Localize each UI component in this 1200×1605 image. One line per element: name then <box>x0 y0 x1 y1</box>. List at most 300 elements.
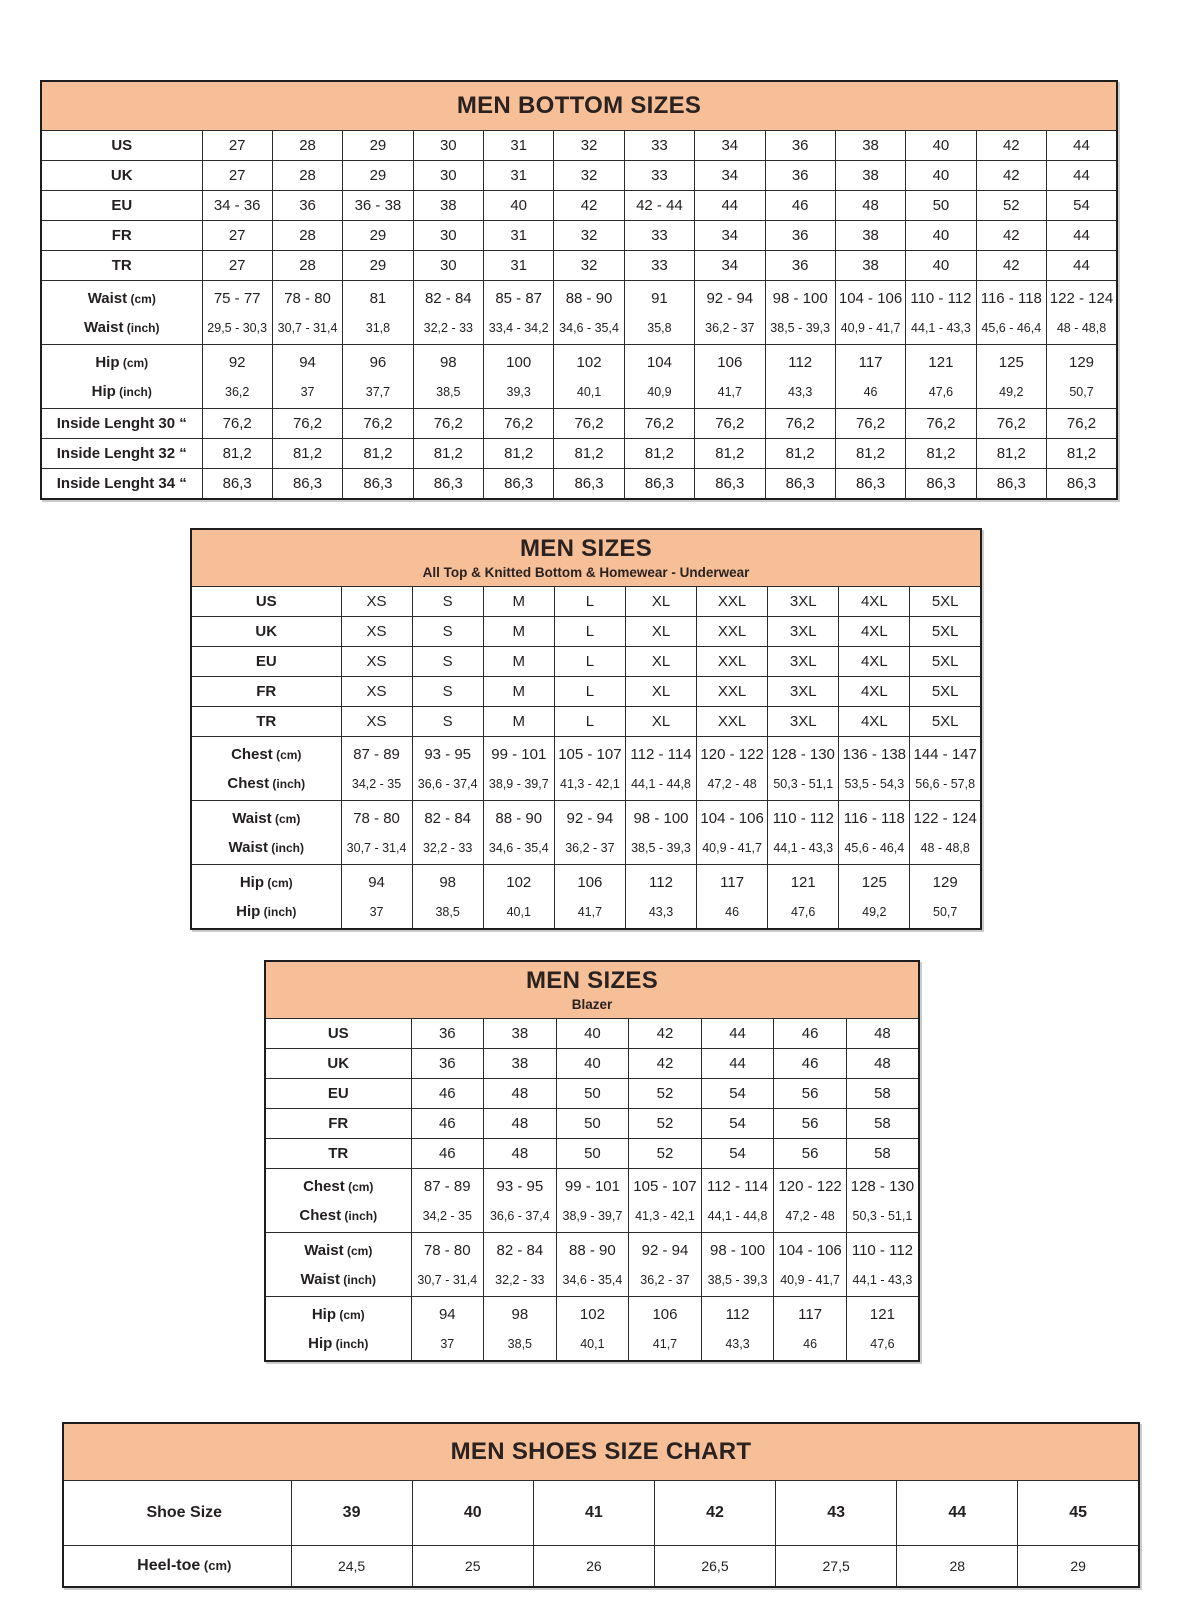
table-row <box>41 281 1117 315</box>
cell: 41,3 - 42,1 <box>554 770 625 801</box>
cell: 46 <box>774 1049 847 1079</box>
table-row <box>41 251 1117 281</box>
table-row <box>265 1266 919 1297</box>
cell: 38,9 - 39,7 <box>483 770 554 801</box>
cell: 50,3 - 51,1 <box>846 1202 919 1233</box>
cell: 40 <box>906 251 976 281</box>
table-row <box>191 770 981 801</box>
cell: 34 - 36 <box>202 191 272 221</box>
cell: 99 - 101 <box>483 737 554 771</box>
cell: 122 - 124 <box>1047 281 1118 315</box>
cell: 36 - 38 <box>343 191 413 221</box>
cell: 121 <box>906 345 976 379</box>
cell: 76,2 <box>202 409 272 439</box>
cell: 42 <box>976 131 1046 161</box>
row-label-text: Inside Lenght 30 “ <box>56 415 187 432</box>
cell: 76,2 <box>906 409 976 439</box>
row-label-unit: (inch) <box>260 905 297 919</box>
cell: 81,2 <box>906 439 976 469</box>
cell: 82 - 84 <box>413 281 483 315</box>
table-row <box>41 131 1117 161</box>
cell: 38,5 <box>413 378 483 409</box>
row-label-text: Waist <box>304 1242 344 1259</box>
cell: 82 - 84 <box>412 801 483 835</box>
cell: 33 <box>624 161 694 191</box>
table-title: MEN SHOES SIZE CHART <box>450 1437 752 1465</box>
cell: 44 <box>1047 221 1118 251</box>
cell: 34,6 - 35,4 <box>483 834 554 865</box>
cell: 86,3 <box>1047 469 1118 500</box>
cell: 43,3 <box>701 1330 774 1361</box>
cell: XS <box>341 707 412 737</box>
cell: 94 <box>341 865 412 899</box>
cell: 86,3 <box>484 469 554 500</box>
cell: 39,3 <box>484 378 554 409</box>
row-label <box>63 1546 291 1588</box>
cell: 50,7 <box>1047 378 1118 409</box>
cell: 27,5 <box>776 1546 897 1588</box>
cell: 144 - 147 <box>910 737 981 771</box>
table-row <box>41 439 1117 469</box>
row-label <box>191 707 341 737</box>
cell: 86,3 <box>272 469 342 500</box>
cell: 38 <box>484 1019 557 1049</box>
cell: XL <box>625 677 696 707</box>
table-row <box>191 898 981 929</box>
cell: 27 <box>202 221 272 251</box>
row-label-unit: (cm) <box>119 356 149 370</box>
cell: 42 - 44 <box>624 191 694 221</box>
cell: 88 - 90 <box>483 801 554 835</box>
row-label <box>265 1169 411 1203</box>
cell: 37 <box>411 1330 484 1361</box>
cell: 4XL <box>839 587 910 617</box>
cell: 50,3 - 51,1 <box>768 770 839 801</box>
table-row <box>191 677 981 707</box>
cell: 92 - 94 <box>554 801 625 835</box>
row-label-unit: (inch) <box>339 1273 376 1287</box>
cell: 117 <box>835 345 905 379</box>
cell: 50,7 <box>910 898 981 929</box>
row-label-text: EU <box>327 1085 349 1102</box>
cell: 33 <box>624 131 694 161</box>
cell: 38 <box>835 161 905 191</box>
cell: 42 <box>976 251 1046 281</box>
cell: 98 - 100 <box>701 1233 774 1267</box>
cell: 112 <box>625 865 696 899</box>
cell: 112 - 114 <box>625 737 696 771</box>
row-label <box>41 191 202 221</box>
row-label-text: US <box>327 1025 349 1042</box>
cell: 86,3 <box>765 469 835 500</box>
row-label-unit: (cm) <box>336 1308 365 1322</box>
men-sizes-top-table <box>190 528 982 930</box>
cell: 41,3 - 42,1 <box>629 1202 702 1233</box>
cell: 44,1 - 44,8 <box>701 1202 774 1233</box>
cell: 81,2 <box>413 439 483 469</box>
row-label-unit: (cm) <box>200 1558 232 1573</box>
cell: 112 <box>701 1297 774 1331</box>
cell: 102 <box>556 1297 629 1331</box>
cell: 48 <box>846 1019 919 1049</box>
cell: 30 <box>413 251 483 281</box>
cell: 106 <box>629 1297 702 1331</box>
cell: L <box>554 677 625 707</box>
row-label-text: Hip <box>95 354 120 371</box>
cell: S <box>412 587 483 617</box>
table-row <box>191 707 981 737</box>
cell: 125 <box>976 345 1046 379</box>
cell: 40 <box>412 1481 533 1546</box>
cell: 112 <box>765 345 835 379</box>
cell: 99 - 101 <box>556 1169 629 1203</box>
cell: 38,5 - 39,3 <box>625 834 696 865</box>
cell: 32,2 - 33 <box>412 834 483 865</box>
cell: L <box>554 707 625 737</box>
table-header <box>63 1423 1139 1481</box>
cell: 40 <box>906 221 976 251</box>
row-label <box>41 131 202 161</box>
cell: 3XL <box>768 677 839 707</box>
cell: 58 <box>846 1079 919 1109</box>
row-label <box>41 409 202 439</box>
cell: 56 <box>774 1079 847 1109</box>
cell: 27 <box>202 131 272 161</box>
cell: 31,8 <box>343 314 413 345</box>
cell: 43 <box>776 1481 897 1546</box>
row-label-unit: (inch) <box>341 1209 378 1223</box>
table-row <box>41 221 1117 251</box>
row-label-text: Inside Lenght 34 “ <box>56 475 187 492</box>
table-row <box>41 345 1117 379</box>
cell: 48 <box>846 1049 919 1079</box>
cell: 100 <box>484 345 554 379</box>
cell: 32,2 - 33 <box>413 314 483 345</box>
cell: 5XL <box>910 647 981 677</box>
table-row <box>41 409 1117 439</box>
cell: 44 <box>1047 251 1118 281</box>
table-row <box>41 191 1117 221</box>
cell: 3XL <box>768 647 839 677</box>
cell: 50 <box>906 191 976 221</box>
cell: 116 - 118 <box>976 281 1046 315</box>
cell: 81,2 <box>835 439 905 469</box>
cell: XS <box>341 617 412 647</box>
table-header-row <box>63 1423 1139 1481</box>
cell: 38,5 - 39,3 <box>701 1266 774 1297</box>
table-row <box>41 378 1117 409</box>
cell: 26,5 <box>654 1546 775 1588</box>
table-row <box>41 161 1117 191</box>
cell: 29 <box>343 251 413 281</box>
cell: 78 - 80 <box>341 801 412 835</box>
row-label <box>265 1139 411 1169</box>
row-label <box>41 378 202 409</box>
cell: 36,2 <box>202 378 272 409</box>
row-label-text: EU <box>111 197 133 214</box>
row-label <box>265 1266 411 1297</box>
cell: XS <box>341 647 412 677</box>
row-label <box>41 314 202 345</box>
cell: 4XL <box>839 677 910 707</box>
cell: 47,6 <box>768 898 839 929</box>
cell: 81,2 <box>272 439 342 469</box>
row-label-unit: (inch) <box>115 385 152 399</box>
row-label <box>191 801 341 835</box>
cell: 42 <box>976 221 1046 251</box>
cell: 4XL <box>839 707 910 737</box>
cell: 50 <box>556 1079 629 1109</box>
cell: 44 <box>897 1481 1018 1546</box>
cell: 34,6 - 35,4 <box>556 1266 629 1297</box>
cell: 27 <box>202 251 272 281</box>
cell: 86,3 <box>413 469 483 500</box>
cell: 46 <box>411 1079 484 1109</box>
cell: 38,5 <box>412 898 483 929</box>
row-label-text: FR <box>328 1115 349 1132</box>
cell: 48 <box>484 1109 557 1139</box>
row-label-unit: (inch) <box>123 321 160 335</box>
cell: 98 - 100 <box>765 281 835 315</box>
cell: 48 <box>484 1079 557 1109</box>
cell: 28 <box>897 1546 1018 1588</box>
cell: 78 - 80 <box>411 1233 484 1267</box>
cell: 44,1 - 43,3 <box>768 834 839 865</box>
cell: XL <box>625 617 696 647</box>
cell: 44 <box>1047 161 1118 191</box>
table-header-row <box>265 961 919 1019</box>
cell: 92 - 94 <box>695 281 765 315</box>
cell: 116 - 118 <box>839 801 910 835</box>
cell: 33 <box>624 221 694 251</box>
cell: 24,5 <box>291 1546 412 1588</box>
cell: 42 <box>629 1019 702 1049</box>
row-label-text: Shoe Size <box>146 1504 223 1521</box>
cell: 40,1 <box>483 898 554 929</box>
cell: 3XL <box>768 707 839 737</box>
row-label <box>265 1297 411 1331</box>
cell: 58 <box>846 1109 919 1139</box>
row-label <box>191 677 341 707</box>
cell: 76,2 <box>413 409 483 439</box>
table-row <box>191 834 981 865</box>
row-label-text: Chest <box>231 746 273 763</box>
cell: 81 <box>343 281 413 315</box>
cell: 38,5 - 39,3 <box>765 314 835 345</box>
cell: 54 <box>1047 191 1118 221</box>
cell: 29 <box>343 131 413 161</box>
cell: 76,2 <box>484 409 554 439</box>
cell: 49,2 <box>839 898 910 929</box>
cell: S <box>412 647 483 677</box>
cell: 48 <box>484 1139 557 1169</box>
cell: 120 - 122 <box>774 1169 847 1203</box>
cell: 125 <box>839 865 910 899</box>
cell: M <box>483 707 554 737</box>
table-row <box>265 1169 919 1203</box>
cell: 40 <box>484 191 554 221</box>
cell: M <box>483 587 554 617</box>
cell: 54 <box>701 1139 774 1169</box>
cell: 98 <box>412 865 483 899</box>
cell: 128 - 130 <box>768 737 839 771</box>
cell: 46 <box>765 191 835 221</box>
table-header-row <box>191 529 981 587</box>
row-label-text: Chest <box>303 1178 345 1195</box>
cell: 49,2 <box>976 378 1046 409</box>
cell: 40 <box>906 161 976 191</box>
cell: 32 <box>554 221 624 251</box>
cell: 30 <box>413 161 483 191</box>
row-label <box>41 251 202 281</box>
cell: L <box>554 617 625 647</box>
cell: 3XL <box>768 617 839 647</box>
cell: XXL <box>697 647 768 677</box>
cell: 76,2 <box>343 409 413 439</box>
cell: 44,1 - 44,8 <box>625 770 696 801</box>
cell: 52 <box>976 191 1046 221</box>
cell: 36 <box>765 251 835 281</box>
cell: M <box>483 677 554 707</box>
table-row <box>191 647 981 677</box>
row-label-text: Chest <box>227 775 270 792</box>
cell: 76,2 <box>554 409 624 439</box>
cell: 31 <box>484 221 554 251</box>
cell: 106 <box>695 345 765 379</box>
row-label-text: Hip <box>308 1335 333 1352</box>
cell: 30,7 - 31,4 <box>272 314 342 345</box>
cell: 39 <box>291 1481 412 1546</box>
cell: 110 - 112 <box>846 1233 919 1267</box>
cell: 85 - 87 <box>484 281 554 315</box>
cell: L <box>554 647 625 677</box>
cell: 50 <box>556 1109 629 1139</box>
cell: 34,2 - 35 <box>341 770 412 801</box>
cell: 38 <box>484 1049 557 1079</box>
row-label <box>63 1481 291 1546</box>
row-label <box>191 617 341 647</box>
cell: 42 <box>654 1481 775 1546</box>
cell: 48 <box>835 191 905 221</box>
cell: 86,3 <box>976 469 1046 500</box>
cell: 4XL <box>839 647 910 677</box>
cell: 122 - 124 <box>910 801 981 835</box>
cell: L <box>554 587 625 617</box>
row-label-text: Waist <box>87 290 128 307</box>
cell: 92 <box>202 345 272 379</box>
table-row <box>191 865 981 899</box>
cell: 38 <box>835 131 905 161</box>
row-label <box>265 1202 411 1233</box>
cell: 47,6 <box>846 1330 919 1361</box>
cell: 86,3 <box>695 469 765 500</box>
cell: 102 <box>554 345 624 379</box>
row-label-text: Waist <box>84 319 124 336</box>
row-label <box>191 770 341 801</box>
row-label-unit: (inch) <box>332 1337 369 1351</box>
cell: 40,9 - 41,7 <box>835 314 905 345</box>
cell: 98 <box>413 345 483 379</box>
cell: 44 <box>701 1019 774 1049</box>
cell: 46 <box>411 1109 484 1139</box>
cell: 54 <box>701 1079 774 1109</box>
cell: 34,6 - 35,4 <box>554 314 624 345</box>
cell: 36,2 - 37 <box>695 314 765 345</box>
cell: 29 <box>343 221 413 251</box>
cell: 93 - 95 <box>484 1169 557 1203</box>
cell: 36 <box>411 1019 484 1049</box>
cell: 40,9 - 41,7 <box>697 834 768 865</box>
cell: 56,6 - 57,8 <box>910 770 981 801</box>
cell: 82 - 84 <box>484 1233 557 1267</box>
cell: XL <box>625 587 696 617</box>
row-label-unit: (cm) <box>343 1244 373 1258</box>
cell: 78 - 80 <box>272 281 342 315</box>
row-label-text: FR <box>256 683 277 700</box>
cell: 5XL <box>910 677 981 707</box>
cell: 110 - 112 <box>906 281 976 315</box>
cell: 76,2 <box>272 409 342 439</box>
row-label-unit: (inch) <box>267 841 304 855</box>
cell: 52 <box>629 1139 702 1169</box>
cell: 110 - 112 <box>768 801 839 835</box>
cell: 106 <box>554 865 625 899</box>
cell: 40,9 - 41,7 <box>774 1266 847 1297</box>
cell: 47,6 <box>906 378 976 409</box>
cell: 87 - 89 <box>341 737 412 771</box>
cell: 136 - 138 <box>839 737 910 771</box>
row-label-text: Chest <box>299 1207 342 1224</box>
row-label <box>191 737 341 771</box>
cell: XXL <box>697 587 768 617</box>
row-label <box>191 647 341 677</box>
cell: 46 <box>697 898 768 929</box>
table-row <box>191 801 981 835</box>
cell: 104 - 106 <box>835 281 905 315</box>
cell: 40 <box>906 131 976 161</box>
row-label-text: Waist <box>228 839 268 856</box>
row-label <box>265 1233 411 1267</box>
cell: 45 <box>1018 1481 1139 1546</box>
cell: 38 <box>835 251 905 281</box>
row-label-text: Hip <box>239 874 264 891</box>
cell: 81,2 <box>202 439 272 469</box>
cell: 81,2 <box>765 439 835 469</box>
cell: 37 <box>341 898 412 929</box>
cell: 86,3 <box>906 469 976 500</box>
cell: 38,5 <box>484 1330 557 1361</box>
cell: 81,2 <box>484 439 554 469</box>
cell: 87 - 89 <box>411 1169 484 1203</box>
cell: 42 <box>976 161 1046 191</box>
cell: 33,4 - 34,2 <box>484 314 554 345</box>
cell: 86,3 <box>624 469 694 500</box>
table-row <box>63 1546 1139 1588</box>
row-label-text: Heel-toe <box>137 1557 201 1574</box>
cell: 93 - 95 <box>412 737 483 771</box>
cell: 117 <box>774 1297 847 1331</box>
table-row <box>265 1233 919 1267</box>
men-sizes-blazer-table <box>264 960 920 1362</box>
table-row <box>265 1139 919 1169</box>
cell: 3XL <box>768 587 839 617</box>
table-subtitle: Blazer <box>571 996 613 1012</box>
cell: 46 <box>411 1139 484 1169</box>
cell: 46 <box>774 1019 847 1049</box>
cell: 50 <box>556 1139 629 1169</box>
cell: 81,2 <box>976 439 1046 469</box>
cell: 48 - 48,8 <box>1047 314 1118 345</box>
